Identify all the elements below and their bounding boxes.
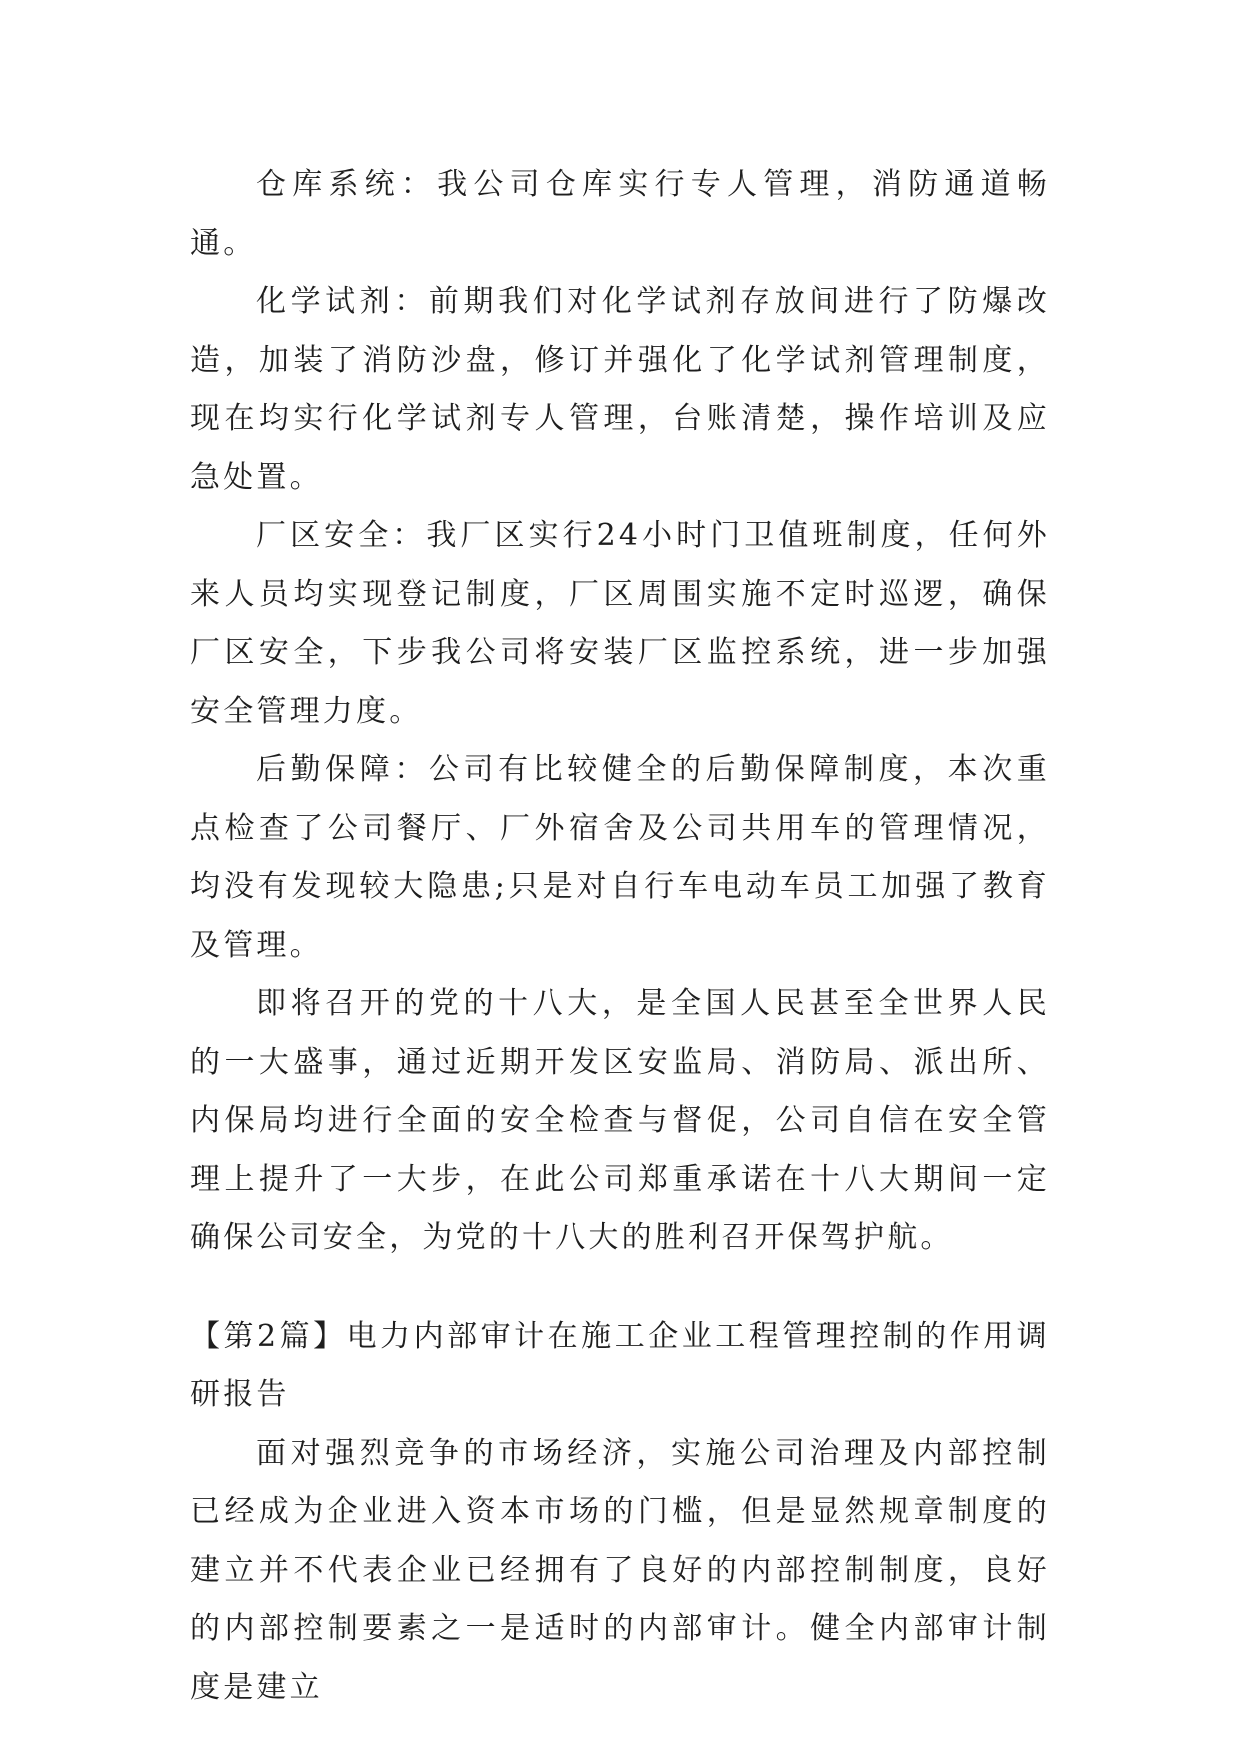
paragraph-plant-safety: 厂区安全：我厂区实行24小时门卫值班制度，任何外来人员均实现登记制度，厂区周围实施不定时巡逻，确保厂区安全，下步我公司将安装厂区监控系统，进一步加强安全管理力度。 <box>190 518 1050 729</box>
document-page <box>190 156 1050 1717</box>
paragraph-audit-intro: 面对强烈竞争的市场经济，实施公司治理及内部控制已经成为企业进入资本市场的门槛，但是显然规章制度的建立并不代表企业已经拥有了良好的内部控制制度，良好的内部控制要素之一是适时的内部审计。健全内部审计制度是建立 <box>190 1435 1050 1705</box>
section-title: 【第2篇】电力内部审计在施工企业工程管理控制的作用调研报告 <box>190 1318 1050 1412</box>
paragraph-chemical-reagents: 化学试剂：前期我们对化学试剂存放间进行了防爆改造，加装了消防沙盘，修订并强化了化学试剂管理制度，现在均实行化学试剂专人管理，台账清楚，操作培训及应急处置。 <box>190 284 1050 495</box>
paragraph-congress-commitment: 即将召开的党的十八大，是全国人民甚至全世界人民的一大盛事，通过近期开发区安监局、消防局、派出所、内保局均进行全面的安全检查与督促，公司自信在安全管理上提升了一大步，在此公司郑重承诺在十八大期间一定确保公司安全，为党的十八大的胜利召开保驾护航。 <box>190 986 1050 1255</box>
paragraph-warehouse: 仓库系统：我公司仓库实行专人管理，消防通道畅通。 <box>190 167 1050 261</box>
paragraph-logistics: 后勤保障：公司有比较健全的后勤保障制度，本次重点检查了公司餐厅、厂外宿舍及公司共用车的管理情况，均没有发现较大隐患;只是对自行车电动车员工加强了教育及管理。 <box>190 752 1050 963</box>
